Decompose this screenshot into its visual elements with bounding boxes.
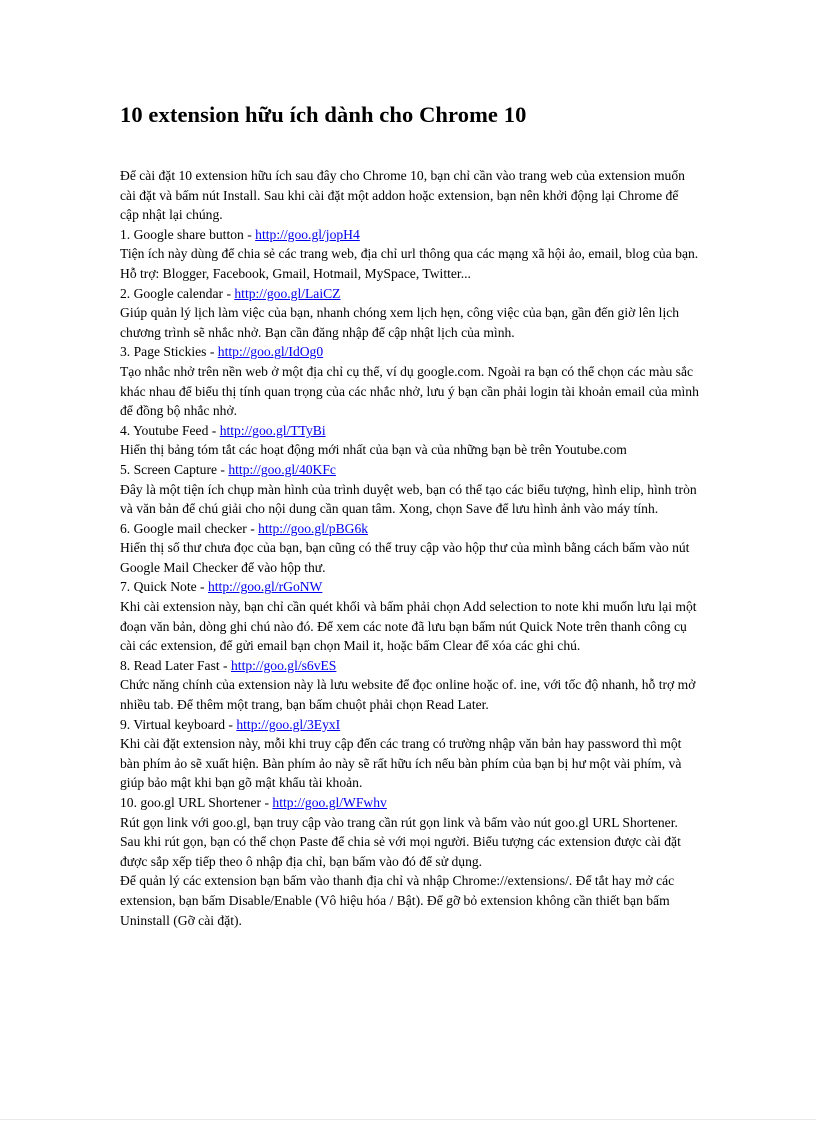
item-heading-label: 9. Virtual keyboard - — [120, 716, 233, 732]
item-description: Khi cài đặt extension này, mỗi khi truy cập đến các trang có trường nhập văn bản hay password thì một bàn phím ảo sẽ xuất hiện. Bàn phím ảo này sẽ rất hữu ích nếu bàn phím của bạn bị hư một vài phím, và giúp bảo mật khi bạn gõ mật khẩu tài khoản. — [120, 736, 682, 791]
item-heading — [120, 421, 700, 441]
item-description: Tạo nhắc nhở trên nền web ở một địa chỉ cụ thể, ví dụ google.com. Ngoài ra bạn có thể chọn các màu sắc khác nhau để biểu thị tính quan trọng của các nhắc nhở, lưu ý bạn cần phải login tài khoản email của mình để đồng bộ nhắc nhở. — [120, 363, 699, 419]
list-item — [120, 577, 700, 655]
page-bottom-divider — [0, 1119, 816, 1120]
item-heading — [120, 577, 700, 597]
item-heading-label: 5. Screen Capture - — [120, 461, 225, 477]
item-description: Tiện ích này dùng để chia sẻ các trang web, địa chỉ url thông qua các mạng xã hội ảo, email, blog của bạn. Hỗ trợ: Blogger, Facebook, Gmail, Hotmail, MySpace, Twitter... — [120, 246, 699, 281]
item-description: Giúp quản lý lịch làm việc của bạn, nhanh chóng xem lịch hẹn, công việc của bạn, gần đến giờ lên lịch chương trình sẽ nhắc nhở. Bạn cần đăng nhập để cập nhật lịch của mình. — [120, 305, 680, 340]
item-link[interactable]: http://goo.gl/IdOg0 — [217, 344, 324, 360]
list-item — [120, 342, 700, 420]
item-heading-label: 10. goo.gl URL Shortener - — [120, 795, 270, 810]
list-item — [120, 460, 700, 519]
item-heading — [120, 225, 700, 245]
item-heading — [120, 656, 700, 676]
closing-paragraph: Để quản lý các extension bạn bấm vào thanh địa chỉ và nhập Chrome://extensions/. Để tắt hay mở các extension, bạn bấm Disable/Enable (Vô hiệu hóa / Bật). Để gỡ bỏ extension không cần thiết bạn bấm Uninstall (Gỡ cài đặt). — [120, 873, 675, 928]
item-link[interactable]: http://goo.gl/rGoNW — [207, 579, 323, 595]
list-item — [120, 519, 700, 578]
list-item — [120, 284, 700, 343]
item-link[interactable]: http://goo.gl/LaiCZ — [234, 285, 341, 301]
item-link[interactable]: http://goo.gl/40KFc — [228, 461, 336, 477]
item-heading-label: 7. Quick Note - — [120, 579, 205, 595]
item-heading-label: 2. Google calendar - — [120, 285, 231, 301]
item-heading — [120, 793, 700, 813]
document-page — [120, 100, 700, 930]
intro-paragraph: Để cài đặt 10 extension hữu ích sau đây cho Chrome 10, bạn chỉ cần vào trang web của extension muốn cài đặt và bấm nút Install. Sau khi cài đặt một addon hoặc extension, bạn nên khởi động lại Chrome để cập nhật lại chúng. — [120, 168, 685, 223]
item-heading — [120, 519, 700, 539]
item-description: Khi cài extension này, bạn chỉ cần quét khối và bấm phải chọn Add selection to note khi muốn lưu lại một đoạn văn bản, dòng ghi chú nào đó. Để xem các note đã lưu bạn bấm nút Quick Note trên thanh công cụ cài các extension, để gửi email bạn chọn Mail it, hoặc bấm Clear để xóa các ghi chú. — [120, 599, 697, 654]
extension-list — [120, 225, 700, 872]
item-description: Hiển thị bảng tóm tắt các hoạt động mới nhất của bạn và của những bạn bè trên Youtube.com — [120, 442, 627, 458]
item-description: Đây là một tiện ích chụp màn hình của trình duyệt web, bạn có thể tạo các biểu tượng, hình elip, hình tròn và văn bản để chú giải cho nội dung cần quan tâm. Xong, chọn Save để lưu hình ảnh vào máy tính. — [120, 481, 697, 517]
item-heading — [120, 460, 700, 480]
list-item — [120, 225, 700, 284]
item-link[interactable]: http://goo.gl/jopH4 — [255, 226, 360, 242]
item-link[interactable]: http://goo.gl/s6vES — [231, 657, 337, 673]
item-heading-label: 1. Google share button - — [120, 226, 252, 242]
item-link[interactable]: http://goo.gl/3EyxI — [236, 716, 341, 732]
list-item — [120, 656, 700, 715]
item-description: Chức năng chính của extension này là lưu website để đọc online hoặc of. ine, với tốc độ nhanh, hỗ trợ mở nhiều tab. Để thêm một trang, bạn bấm chuột phải chọn Read Later. — [120, 677, 696, 713]
document-body — [120, 166, 700, 930]
list-item — [120, 715, 700, 793]
item-heading-label: 6. Google mail checker - — [120, 520, 255, 536]
list-item — [120, 793, 700, 871]
item-link[interactable]: http://goo.gl/pBG6k — [258, 520, 369, 536]
item-heading-label: 8. Read Later Fast - — [120, 657, 228, 673]
item-link[interactable]: http://goo.gl/WFwhv — [272, 795, 387, 810]
list-item — [120, 421, 700, 460]
item-heading — [120, 342, 700, 362]
item-link[interactable]: http://goo.gl/TTyBi — [219, 422, 326, 438]
item-heading — [120, 715, 700, 735]
item-heading-label: 3. Page Stickies - — [120, 344, 215, 360]
item-heading-label: 4. Youtube Feed - — [120, 422, 217, 438]
page-title: 10 extension hữu ích dành cho Chrome 10 — [120, 102, 527, 127]
item-description: Rút gọn link với goo.gl, bạn truy cập vào trang cần rút gọn link và bấm vào nút goo.gl URL Shortener. Sau khi rút gọn, bạn có thể chọn Paste để chia sẻ với mọi người. Biểu tượng các extension được cài đặt được sắp xếp tiếp theo ô nhập địa chỉ, bạn bấm vào đó để sử dụng. — [120, 814, 681, 869]
item-description: Hiển thị số thư chưa đọc của bạn, bạn cũng có thể truy cập vào hộp thư của mình bằng cách bấm vào nút Google Mail Checker để vào hộp thư. — [120, 540, 690, 575]
item-heading — [120, 284, 700, 304]
